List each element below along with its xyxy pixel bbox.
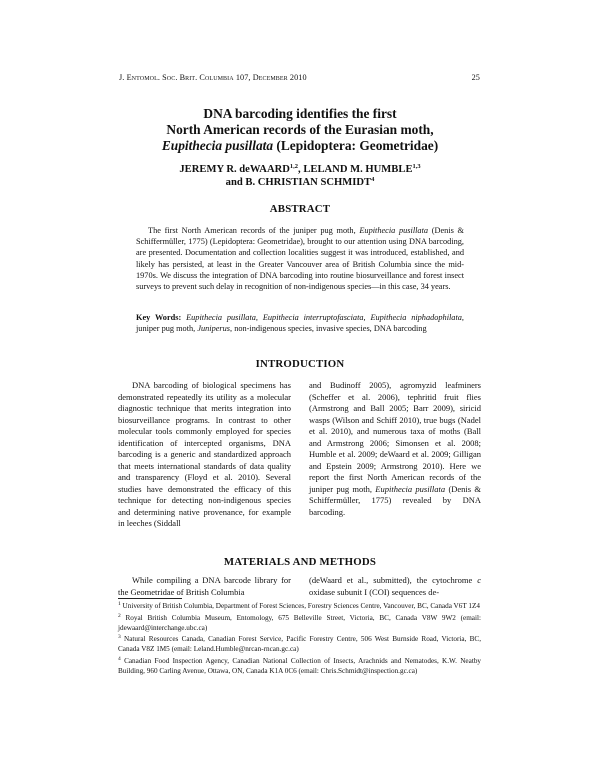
author-schmidt: B. CHRISTIAN SCHMIDT [245,177,372,188]
footnote-text: Royal British Columbia Museum, Entomology, 675 Belleville Street, Victoria, BC, Canada V8W 9W2 (email: jdewaard@interchange.ubc.ca) [118,613,481,632]
footnote-4 [118,657,481,677]
article-title [100,106,500,154]
footnote-mark: 3 [118,634,121,641]
author-and: and [225,177,246,188]
footnote-3 [118,635,481,655]
keyword-text: , non-indigenous species, invasive species, DNA barcoding [230,324,427,334]
abstract-heading: ABSTRACT [269,203,331,215]
footnote-mark: 1 [118,601,121,607]
footnote-mark: 2 [118,612,121,619]
methods-heading: MATERIALS AND METHODS [223,556,377,568]
keyword-italic: Juniperus [197,324,231,334]
introduction-right-column [309,380,481,518]
author-list [100,163,500,189]
footnote-divider [118,598,182,599]
author-line-1 [100,163,500,176]
title-line-2: North American records of the Eurasian moth, [166,122,434,137]
author-schmidt-affiliation: 4 [371,176,375,183]
introduction-text-part: (Denis & Schiffermüller, 1775) revealed by DNA barcoding. [309,483,481,517]
introduction-left-column: DNA barcoding of biological specimens has demonstrated repeatedly its utility as a molecular diagnostic technique that merits integration into biosurveillance programs. In contrast to other molecular tools commonly employed for species identification of intercepted organisms, DNA barcoding is a generic and standardized approach that meets international standards of data quality and transparency (Floyd et al. 2010). Several studies have demonstrated the efficacy of this technique for detecting non-indigenous species and determining native provenance, for example in leeches (Siddall [118,380,291,528]
title-line-3 [100,138,500,154]
footnote-text: Canadian Food Inspection Agency, Canadian National Collection of Insects, Arachnids and Nematodes, K.W. Neatby Building, 960 Carling Avenue, Ottawa, ON, Canada K1A 0C6 (email: Chris.Schmidt@inspection.gc.ca) [118,656,482,675]
methods-italic-letter: c [477,575,481,585]
abstract-species-name: Eupithecia pusillata [359,226,429,235]
footnotes [118,602,481,679]
methods-left-column: While compiling a DNA barcode library for the Geometridae of British Columbia [118,575,291,597]
keyword-separator: , juniper pug moth, [136,313,464,334]
methods-text-part: oxidase subunit I (COI) sequences de- [309,586,440,597]
keyword-separator: , [255,313,263,322]
footnote-1 [118,602,481,612]
abstract-text-part: The first North American records of the juniper pug moth, [148,226,360,235]
abstract-text-part: (Denis & Schiffermüller, 1775) (Lepidoptera: Geometridae), brought to our attention using DNA barcoding, are presented. Documentation and collection localities suggest it was introduced, established, and likely has persisted, at least in the Greater Vancouver area of British Columbia since the mid-1970s. We discuss the integration of DNA barcoding into routine biosurveillance and forest insect surveys to prevent such delay in recognition of non-indigenous species—in this case, 34 years. [136,226,465,292]
title-line-3-rest: (Lepidoptera: Geometridae) [273,138,439,153]
author-separator: , [298,164,304,175]
keywords-paragraph [136,312,464,334]
footnote-mark: 4 [118,655,121,662]
title-line-1: DNA barcoding identifies the first [203,106,397,121]
methods-text-part: (deWaard et al., submitted), the cytochrome [309,575,478,585]
author-dewaard-affiliation: 1,2 [289,163,299,170]
title-species-name: Eupithecia pusillata [161,138,274,153]
keyword-italic: Eupithecia pusillata [186,313,256,322]
methods-right-column [309,575,481,598]
introduction-text-part: and Budinoff 2005), agromyzid leafminers (Scheffer et al. 2006), tephritid fruit flies (Armstrong and Ball 2005; Barr 2009), siricid wasps (Wilson and Schiff 2010), true bugs (Nadel et al. 2010), and numerous taxa of moths (Ball and Armstrong 2006; Simonsen et al. 2008; Humble et al. 2009; deWaard et al. 2009; Gilligan and Epstein 2009; Armstrong 2010). Here we report the first North American records of the juniper pug moth, [309,380,481,494]
author-dewaard: JEREMY R. deWAARD [179,164,290,175]
abstract-paragraph [136,225,464,292]
author-humble-affiliation: 1,3 [412,163,421,170]
introduction-heading: INTRODUCTION [255,358,345,370]
footnote-2 [118,614,481,634]
keyword-separator: , [363,313,371,322]
footnote-text: Natural Resources Canada, Canadian Forest Service, Pacific Forestry Centre, 506 West Burnside Road, Victoria, BC, Canada V8Z 1M5 (email: Leland.Humble@nrcan-rncan.gc.ca) [118,635,482,654]
page-number: 25 [471,73,480,82]
keyword-italic: Eupithecia niphadophilata [370,313,462,322]
keyword-italic: Eupithecia interruptofasciata [262,313,364,322]
introduction-species-name: Eupithecia pusillata [375,483,446,494]
footnote-text: University of British Columbia, Department of Forest Sciences, Forestry Sciences Centre, Vancouver, BC, Canada V6T 1Z4 [122,602,480,610]
keywords-label: Key Words: [136,313,182,322]
journal-citation: J. Entomol. Soc. Brit. Columbia 107, December 2010 [119,73,307,82]
author-line-2 [100,176,500,189]
author-humble: LELAND M. HUMBLE [303,164,413,175]
